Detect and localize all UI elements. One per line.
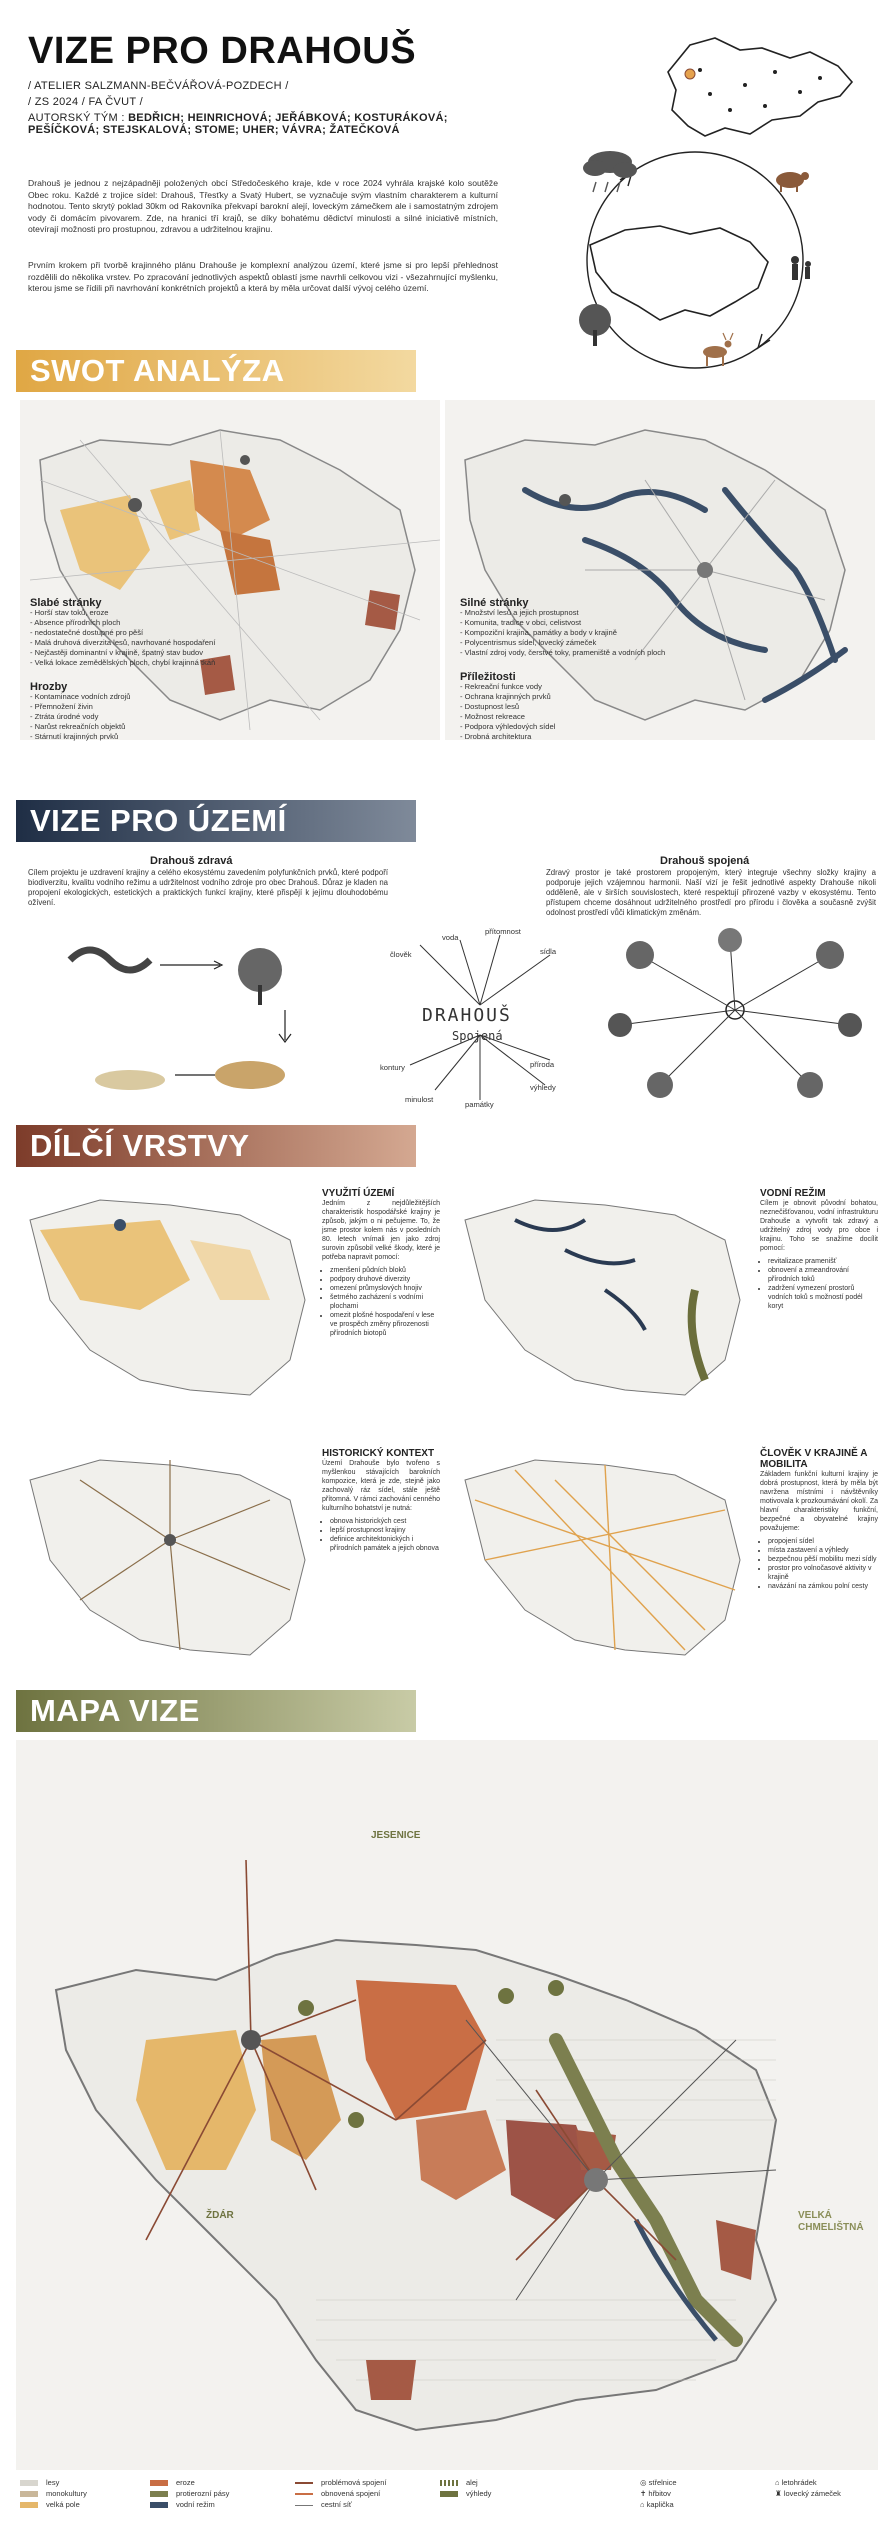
- wordmap-center: DRAHOUŠ: [422, 1005, 512, 1026]
- legend-col-2: [150, 2478, 229, 2511]
- walkers-sketch-icon: [647, 1072, 673, 1098]
- opportunities-title: Příležitosti: [460, 671, 516, 683]
- header-illustration: [500, 30, 880, 380]
- history-item: • obnova historických cest: [330, 1517, 440, 1526]
- lodge-marker: [164, 1534, 176, 1546]
- swatch-path-network: [295, 2505, 313, 2506]
- strength-item: - Kompoziční krajina, památky a body v krajině: [460, 628, 618, 637]
- land-use-item: • podpory druhové diverzity: [330, 1275, 440, 1284]
- cattle-icon: [776, 172, 809, 192]
- wordmap-word: příroda: [530, 1060, 555, 1069]
- water-item: • obnovení a zmeandrování přírodních toků: [768, 1266, 878, 1284]
- team-line-1: BEDŘICH; HEINRICHOVÁ; JEŘÁBKOVÁ; KOSTURÁKOVÁ;: [128, 112, 448, 124]
- swatch-anti-erosion: [150, 2491, 168, 2497]
- swatch-water-regime: [150, 2502, 168, 2508]
- history-item: • definice architektonických i přírodních památek a jejich obnova: [330, 1535, 440, 1553]
- history-item: • lepší prostupnost krajiny: [330, 1526, 440, 1535]
- legend-label: alej: [466, 2478, 478, 2487]
- brown-map-3: [366, 2360, 416, 2400]
- legend-col-5: [640, 2478, 677, 2511]
- legend-label: hřbitov: [648, 2489, 671, 2498]
- wordmap-word: sídla: [540, 947, 557, 956]
- legend-col-1: [20, 2478, 87, 2511]
- history-title: HISTORICKÝ KONTEXT: [322, 1448, 435, 1459]
- swatch-forest: [20, 2480, 38, 2486]
- wordmap-word: kontury: [380, 1063, 405, 1072]
- vize-banner: VIZE PRO ÚZEMÍ: [16, 800, 416, 842]
- czech-map-dots: [698, 68, 822, 112]
- layer-map-mobility: [455, 1440, 755, 1670]
- strength-item: - Komunita, tradice v obci, celistvost: [460, 618, 582, 627]
- legend-label: monokultury: [46, 2489, 87, 2498]
- village-sketch-icon: [626, 941, 654, 969]
- cemetery-icon: ✝: [640, 2489, 649, 2498]
- stream-sketch-icon: [70, 950, 150, 970]
- opportunity-item: - Možnost rekreace: [460, 712, 525, 721]
- tree-sketch-icon-2: [718, 928, 742, 952]
- village-marker-4: [114, 1219, 126, 1231]
- legend-label: velká pole: [46, 2500, 80, 2509]
- mobility-text-block: [760, 1448, 878, 1591]
- threat-item: - Přemnožení živin: [30, 702, 93, 711]
- healthy-cycle-illustration: [60, 930, 340, 1100]
- water-item: • revitalizace pramenišť: [768, 1257, 878, 1266]
- land-use-text: Jedním z nejdůležitějších charakteristik hospodářské krajiny je způsob, jakým o ni pečujeme. To, že jsme prostor kolem nás v posledních 80. letech vnímali jen jako zdroj surovin způsobil velké škody, které je potřeba napravit pomocí:: [322, 1200, 440, 1261]
- mobility-item: • prostor pro volnočasové aktivity v krajině: [768, 1564, 878, 1582]
- weak-item: - Horší stav toků, eroze: [30, 608, 109, 617]
- swatch-restored-links: [295, 2493, 313, 2495]
- chapel-icon: ⌂: [640, 2500, 647, 2509]
- mobility-title: ČLOVĚK V KRAJINĚ A MOBILITA: [760, 1448, 868, 1470]
- opportunity-item: - Dostupnost lesů: [460, 702, 520, 711]
- history-text-block: [322, 1448, 440, 1553]
- connected-people-illustration: [600, 925, 870, 1105]
- mobility-item: • místa zastavení a výhledy: [768, 1546, 878, 1555]
- connected-wordmap: [380, 925, 580, 1115]
- czech-map-outline: [668, 38, 852, 136]
- drahous-marker: [241, 2030, 261, 2050]
- swatch-large-fields: [20, 2502, 38, 2508]
- wordmap-word: člověk: [390, 950, 412, 959]
- chapel-sketch-icon: [797, 1072, 823, 1098]
- layer-map-history: [20, 1440, 320, 1670]
- legend-label: cestní síť: [321, 2500, 352, 2509]
- vision-map: [16, 1740, 878, 2470]
- weak-item: - Nejčastěji dominantní v krajině, špatný stav budov: [30, 648, 204, 657]
- mobility-text: Základem funkční kulturní krajiny je dobrá prostupnost, která by měla být navržena místními i návštěvníky motivovala k prozkoumávání okolí. Za hlavní charakteristiky funkční, bezpečné a obyvatelné krajiny považujeme:: [760, 1471, 878, 1532]
- label-jesenice: JESENICE: [371, 1830, 421, 1841]
- legend-label: eroze: [176, 2478, 195, 2487]
- legend-label: protierozní pásy: [176, 2489, 230, 2498]
- legend-label: obnovená spojení: [321, 2489, 381, 2498]
- threat-item: - Stárnutí krajinných prvků: [30, 732, 119, 741]
- rain-cloud-icon: [583, 151, 637, 192]
- hunting-lodge-map-marker: [584, 2168, 608, 2192]
- weak-title: Slabé stránky: [30, 597, 102, 609]
- legend-label: výhledy: [466, 2489, 492, 2498]
- wordmap-word: voda: [442, 933, 459, 942]
- swatch-alley: [440, 2480, 458, 2486]
- land-use-item: • šetrného zacházení s vodními plochami: [330, 1293, 440, 1311]
- swot-strong-box: [460, 598, 720, 742]
- wordmap-word: výhledy: [530, 1083, 556, 1092]
- drahous-location-pin: [685, 69, 695, 79]
- village-marker-2: [240, 455, 250, 465]
- forest-sketch-icon: [816, 941, 844, 969]
- legend-col-3: [295, 2478, 386, 2511]
- opportunity-item: - Rekreační funkce vody: [460, 682, 542, 691]
- threat-item: - Narůst rekreačních objektů: [30, 722, 126, 731]
- spojena-title: Drahouš spojená: [660, 855, 750, 867]
- atelier-line: / ATELIER SALZMANN-BEČVÁŘOVÁ-POZDECH /: [28, 80, 289, 92]
- legend-label: vodní režim: [176, 2500, 215, 2509]
- history-text: Území Drahouše bylo tvořeno s myšlenkou stávajících barokních kompozice, která je zde, stejně jako zachovalý ráz sídel, stále ještě přítomná. V rámci zachování cenného kulturního bohatství je nutná:: [322, 1460, 440, 1512]
- team-line-2: PEŠÍČKOVÁ; STEJSKALOVÁ; STOME; UHER; VÁVRA; ŽATEČKOVÁ: [28, 124, 400, 136]
- layer-map-land-use: [20, 1180, 320, 1410]
- mobility-item: • propojení sídel: [768, 1537, 878, 1546]
- team-block: [28, 112, 548, 136]
- legend-col-6: [775, 2478, 841, 2500]
- layer-map-water: [455, 1180, 755, 1410]
- label-chmelistna: CHMELIŠTNÁ: [798, 2222, 864, 2233]
- page-title: VIZE PRO DRAHOUŠ: [28, 30, 417, 72]
- swatch-views: [440, 2491, 458, 2497]
- dilci-banner: DÍLČÍ VRSTVY: [16, 1125, 416, 1167]
- wordmap-word: přítomnost: [485, 927, 521, 936]
- opportunity-item: - Podpora výhledových sídel: [460, 722, 556, 731]
- intro-paragraph-1: Drahouš je jednou z nejzápadněji položených obcí Středočeského kraje, kde v roce 2024 vyhrála krajské kolo soutěže Obec roku. Každé z trojice sídel: Drahouš, Třesťky a Svatý Hubert, se vyznačuje svým vlastním charakterem a kulturní hodnotou. Tento skrytý poklad 30km od Rakovníka překvapí barokní alejí, loveckým zámečkem ale i samostatným zdrojem vody či domácím pivovarem. Zde, na hranici tří krajů, se díky bohatému dědictví minulosti a silné iniciativě místních, otevírají možnosti pro prostupnou, zdravou a udržitelnou krajinu.: [28, 178, 498, 235]
- mobility-item: • bezpečnou pěší mobilitu mezi sídly: [768, 1555, 878, 1564]
- threat-item: - Ztráta úrodné vody: [30, 712, 99, 721]
- hunting-lodge-marker: [697, 562, 713, 578]
- strength-item: - Polycentrismus sídel, lovecký zámeček: [460, 638, 597, 647]
- swatch-monoculture: [20, 2491, 38, 2497]
- opportunity-item: - Drobná architektura: [460, 732, 532, 741]
- legend-col-4: [440, 2478, 491, 2500]
- water-title: VODNÍ REŽIM: [760, 1188, 826, 1199]
- semester-line: / ZS 2024 / FA ČVUT /: [28, 96, 143, 108]
- zdrava-text: Cílem projektu je uzdravení krajiny a celého ekosystému zavedením polyfunkčních prvků, které podpoří biodiverzitu, kvalitu vodního režimu a udržitelnost vodního zdroje pro obec Drahouš. Důraz je kladen na propojení ekologických, estetických a praktických funkcí krajiny, které přispějí k jejímu dlouhodobému ožívení.: [28, 868, 388, 907]
- team-label: AUTORSKÝ TÝM :: [28, 112, 129, 124]
- spojena-text: Zdravý prostor je také prostorem propojeným, který integruje všechny složky krajiny a podporuje jejich vzájemnou harmonii. Naší vizí je řešit jednotlivé aspekty Drahouše nikoli odděleně, ale v širších souvislostech, které respektují přirozené vazby v ekosystému. Tento přístupem chceme dosáhnout udržitelného prostředí pro přírodu i člověka a současně zvýšit odolnost prostředí vůči klimatickým změnám.: [546, 868, 876, 917]
- threat-item: - Kontaminace vodních zdrojů: [30, 692, 131, 701]
- swot-banner: SWOT ANALÝZA: [16, 350, 416, 392]
- land-use-item: • omezení průmyslových hnojiv: [330, 1284, 440, 1293]
- label-velka: VELKÁ: [798, 2210, 832, 2221]
- people-icon: [791, 256, 811, 280]
- wordmap-word: památky: [465, 1100, 494, 1109]
- village-marker: [128, 498, 142, 512]
- house-sketch-icon: [608, 1013, 632, 1037]
- land-use-item: • zmenšení půdních bloků: [330, 1266, 440, 1275]
- legend-label: lesy: [46, 2478, 60, 2487]
- people-sketch-icon: [838, 1013, 862, 1037]
- weak-item: - nedostatečné dostupné pro pěší: [30, 628, 144, 637]
- mapa-banner: MAPA VIZE: [16, 1690, 416, 1732]
- summer-house-icon: ⌂: [775, 2478, 782, 2487]
- label-zdar: ŽDÁR: [206, 2210, 234, 2221]
- region-outline: [590, 226, 768, 320]
- weak-item: - Velká lokace zemědělských ploch, chybí krajinná tkáň: [30, 658, 216, 667]
- strength-item: - Množství lesů a jejich prostupnost: [460, 608, 579, 617]
- land-use-title: VYUŽITÍ ÚZEMÍ: [322, 1188, 395, 1199]
- strengths-title: Silné stránky: [460, 597, 529, 609]
- water-text: Cílem je obnovit původní bohatou, neznečišťovanou, vodní infrastrukturu Drahouše a vytvořit tak zdravý a udržitelný zdroj vody pro obce i krajinu. Toho se snažíme docílit pomocí:: [760, 1200, 878, 1252]
- legend-label: lovecký zámeček: [783, 2489, 841, 2498]
- village-marker-3: [559, 494, 571, 506]
- strength-item: - Vlastní zdroj vody, čerstvé toky, prameniště a vodních ploch: [460, 648, 666, 657]
- legend-label: kaplička: [646, 2500, 674, 2509]
- swatch-erosion: [150, 2480, 168, 2486]
- land-use-item: • omezit plošné hospodaření v lese ve prospěch změny přirozenosti přírodních biotopů: [330, 1311, 440, 1338]
- legend-label: střelnice: [648, 2478, 677, 2487]
- soil-sketch-icon: [95, 1070, 165, 1090]
- water-item: • zadržení vymezení prostorů vodních toků s možností podél koryt: [768, 1284, 878, 1311]
- land-use-text-block: [322, 1188, 440, 1338]
- tree-icon: [579, 304, 611, 346]
- brown-area: [365, 590, 400, 630]
- threats-title: Hrozby: [30, 681, 68, 693]
- hunting-lodge-icon: ♜: [775, 2489, 784, 2498]
- zdrava-title: Drahouš zdravá: [150, 855, 233, 867]
- swot-weak-box: [30, 598, 290, 742]
- shooting-range-icon: ◎: [640, 2478, 649, 2487]
- weak-item: - Absence přírodních ploch: [30, 618, 121, 627]
- weak-item: - Malá druhová diverzita lesů, navrhované hospodaření: [30, 638, 216, 647]
- swatch-problem-links: [295, 2482, 313, 2484]
- intro-paragraph-2: Prvním krokem při tvorbě krajinného plánu Drahouše je komplexní analýzou území, které jsme si pro lepší přehlednost rozdělili do několika vrstev. Po zpracování jednotlivých aspektů oblastí jsme navrhli celkovou vizi - všezahrnující myšlenku, kterou jsme se řídili při navrhování konkrétních projektů a která by měla určovat další vývoj celého území.: [28, 260, 498, 294]
- opportunity-item: - Ochrana krajinných prvků: [460, 692, 551, 701]
- legend-label: letohrádek: [781, 2478, 817, 2487]
- water-text-block: [760, 1188, 878, 1311]
- wordmap-word: minulost: [405, 1095, 434, 1104]
- deer-icon: [703, 333, 733, 366]
- mobility-item: • navázání na zámkou polní cesty: [768, 1582, 878, 1591]
- wordmap-center-sub: Spojená: [452, 1029, 503, 1043]
- field-sketch-icon: [215, 1061, 285, 1089]
- legend-label: problémová spojení: [321, 2478, 387, 2487]
